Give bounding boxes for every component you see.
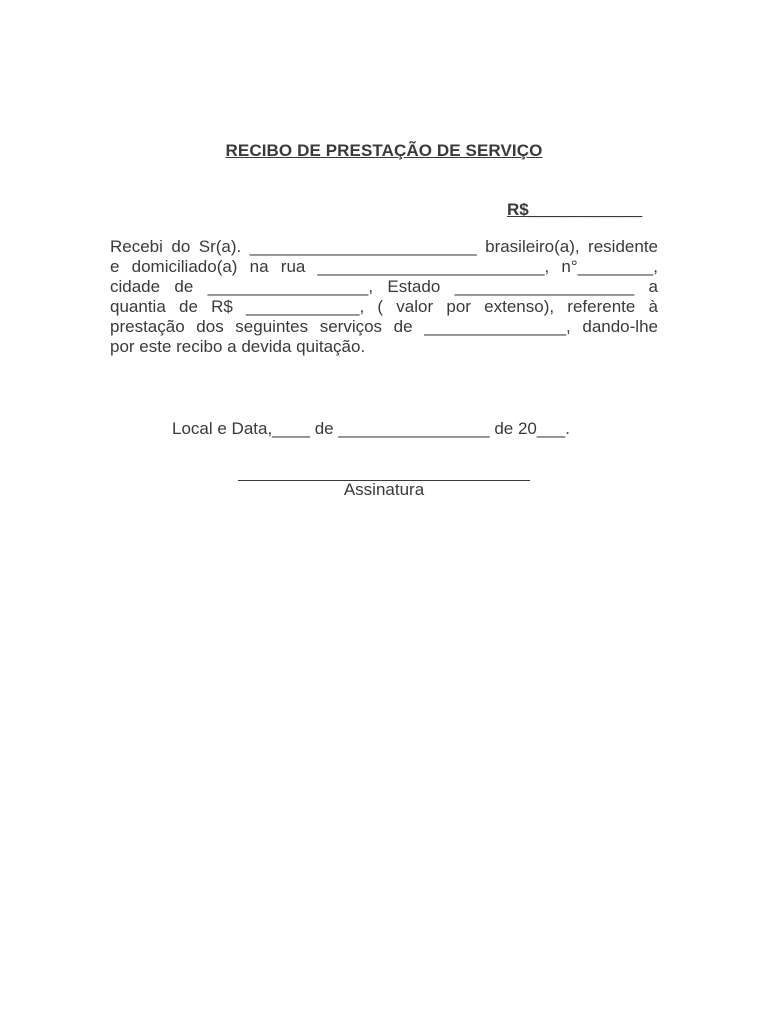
body-line: e domiciliado(a) na rua ________________________, n°________, — [110, 257, 658, 276]
receipt-body — [110, 237, 658, 357]
body-line: quantia de R$ ____________, ( valor por extenso), referente à — [110, 297, 658, 316]
document-title: RECIBO DE PRESTAÇÃO DE SERVIÇO — [225, 141, 543, 160]
place-and-date: Local e Data,____ de ________________ de 20___. — [172, 419, 570, 438]
body-line: cidade de _________________, Estado ___________________ a — [110, 277, 658, 296]
body-line: prestação dos seguintes serviços de _______________, dando-lhe — [110, 317, 658, 336]
signature-label: Assinatura — [343, 480, 425, 499]
amount-field: R$____________ — [507, 200, 643, 219]
body-line: por este recibo a devida quitação. — [110, 337, 366, 356]
body-line: Recebi do Sr(a). ________________________ brasileiro(a), residente — [110, 237, 658, 256]
